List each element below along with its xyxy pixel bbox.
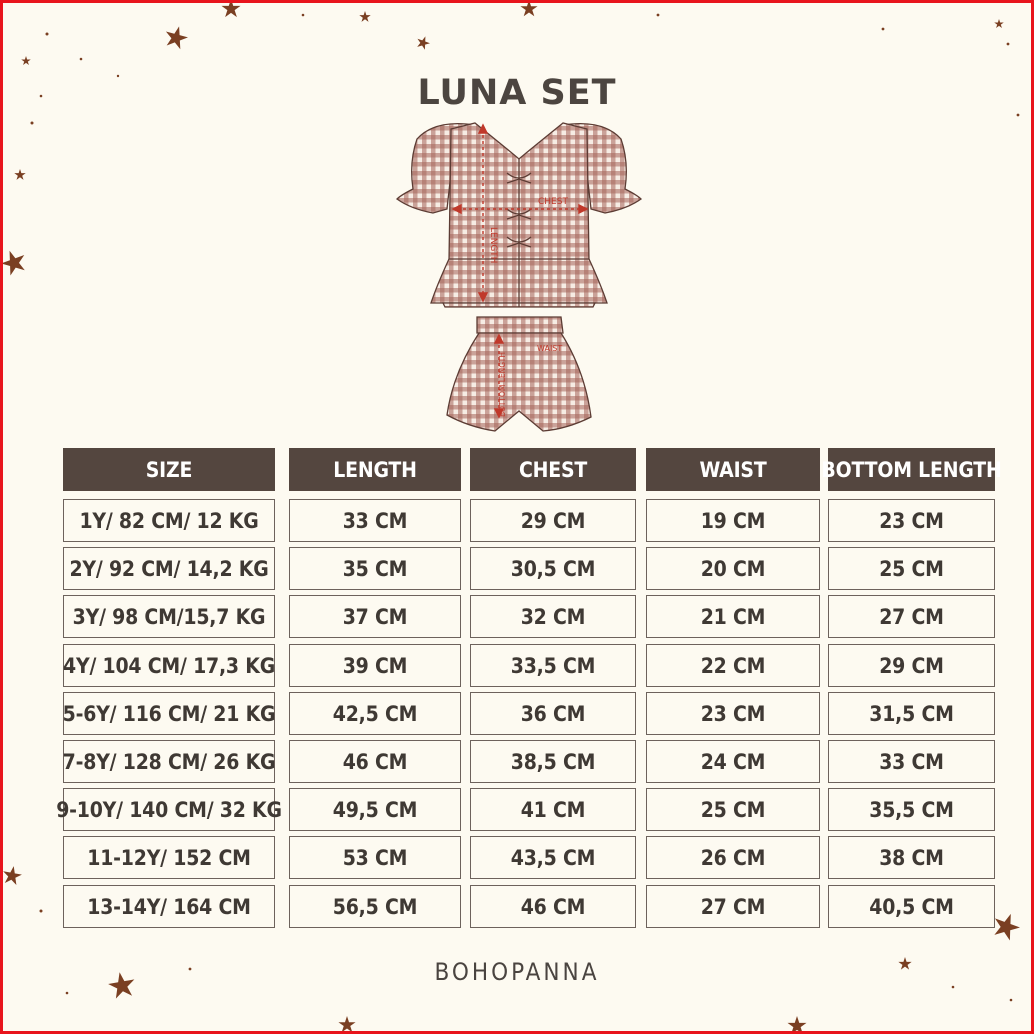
table-cell-size: 11-12Y/ 152 CM [63,836,275,879]
table-cell-length: 53 CM [289,836,461,879]
table-cell-bottom-length: 23 CM [828,499,995,542]
header-size: SIZE [63,448,275,491]
table-cell-waist: 26 CM [646,836,820,879]
brand-name: BOHOPANNA [434,958,600,986]
table-cell-bottom-length: 29 CM [828,644,995,687]
star-icon [3,247,29,278]
star-icon [338,1016,355,1031]
table-cell-size: 13-14Y/ 164 CM [63,885,275,928]
table-cell-bottom-length: 25 CM [828,547,995,590]
table-cell-length: 33 CM [289,499,461,542]
star-icon [359,11,370,22]
table-cell-size: 9-10Y/ 140 CM/ 32 KG [63,788,275,831]
table-cell-bottom-length: 38 CM [828,836,995,879]
bottom-garment [447,317,591,431]
table-cell-chest: 38,5 CM [470,740,636,783]
table-cell-bottom-length: 27 CM [828,595,995,638]
table-cell-waist: 27 CM [646,885,820,928]
star-icon [787,1016,806,1031]
table-cell-length: 39 CM [289,644,461,687]
table-cell-chest: 32 CM [470,595,636,638]
table-cell-chest: 43,5 CM [470,836,636,879]
star-icon [162,23,190,50]
table-cell-size: 2Y/ 92 CM/ 14,2 KG [63,547,275,590]
table-cell-size: 7-8Y/ 128 CM/ 26 KG [63,740,275,783]
length-label: LENGTH [488,227,498,264]
star-icon [221,3,240,17]
table-cell-length: 37 CM [289,595,461,638]
table-cell-waist: 23 CM [646,692,820,735]
header-length: LENGTH [289,448,461,491]
bottom-length-label: BOTTOM LENGTH [498,352,507,417]
page-title: LUNA SET [417,73,617,113]
table-cell-size: 1Y/ 82 CM/ 12 KG [63,499,275,542]
star-icon [994,19,1004,28]
table-cell-length: 56,5 CM [289,885,461,928]
table-cell-chest: 30,5 CM [470,547,636,590]
table-cell-waist: 20 CM [646,547,820,590]
table-cell-chest: 29 CM [470,499,636,542]
header-waist: WAIST [646,448,820,491]
star-icon [14,169,25,180]
table-cell-size: 5-6Y/ 116 CM/ 21 KG [63,692,275,735]
header-bottom-length: BOTTOM LENGTH [828,448,995,491]
table-cell-length: 49,5 CM [289,788,461,831]
star-icon [520,3,537,16]
table-cell-waist: 24 CM [646,740,820,783]
table-cell-size: 4Y/ 104 CM/ 17,3 KG [63,644,275,687]
star-icon [21,56,31,65]
garment-illustration [395,117,645,442]
table-cell-chest: 46 CM [470,885,636,928]
table-cell-chest: 33,5 CM [470,644,636,687]
table-cell-length: 46 CM [289,740,461,783]
star-icon [3,865,23,886]
table-cell-chest: 41 CM [470,788,636,831]
table-cell-bottom-length: 40,5 CM [828,885,995,928]
table-cell-waist: 19 CM [646,499,820,542]
table-cell-length: 35 CM [289,547,461,590]
table-cell-waist: 21 CM [646,595,820,638]
table-cell-bottom-length: 31,5 CM [828,692,995,735]
chest-label: CHEST [538,197,568,207]
header-chest: CHEST [470,448,636,491]
star-icon [415,34,432,50]
table-cell-waist: 25 CM [646,788,820,831]
table-cell-size: 3Y/ 98 CM/15,7 KG [63,595,275,638]
table-cell-length: 42,5 CM [289,692,461,735]
table-cell-waist: 22 CM [646,644,820,687]
waist-label: WAIST [537,344,563,353]
table-cell-bottom-length: 33 CM [828,740,995,783]
table-cell-bottom-length: 35,5 CM [828,788,995,831]
table-cell-chest: 36 CM [470,692,636,735]
